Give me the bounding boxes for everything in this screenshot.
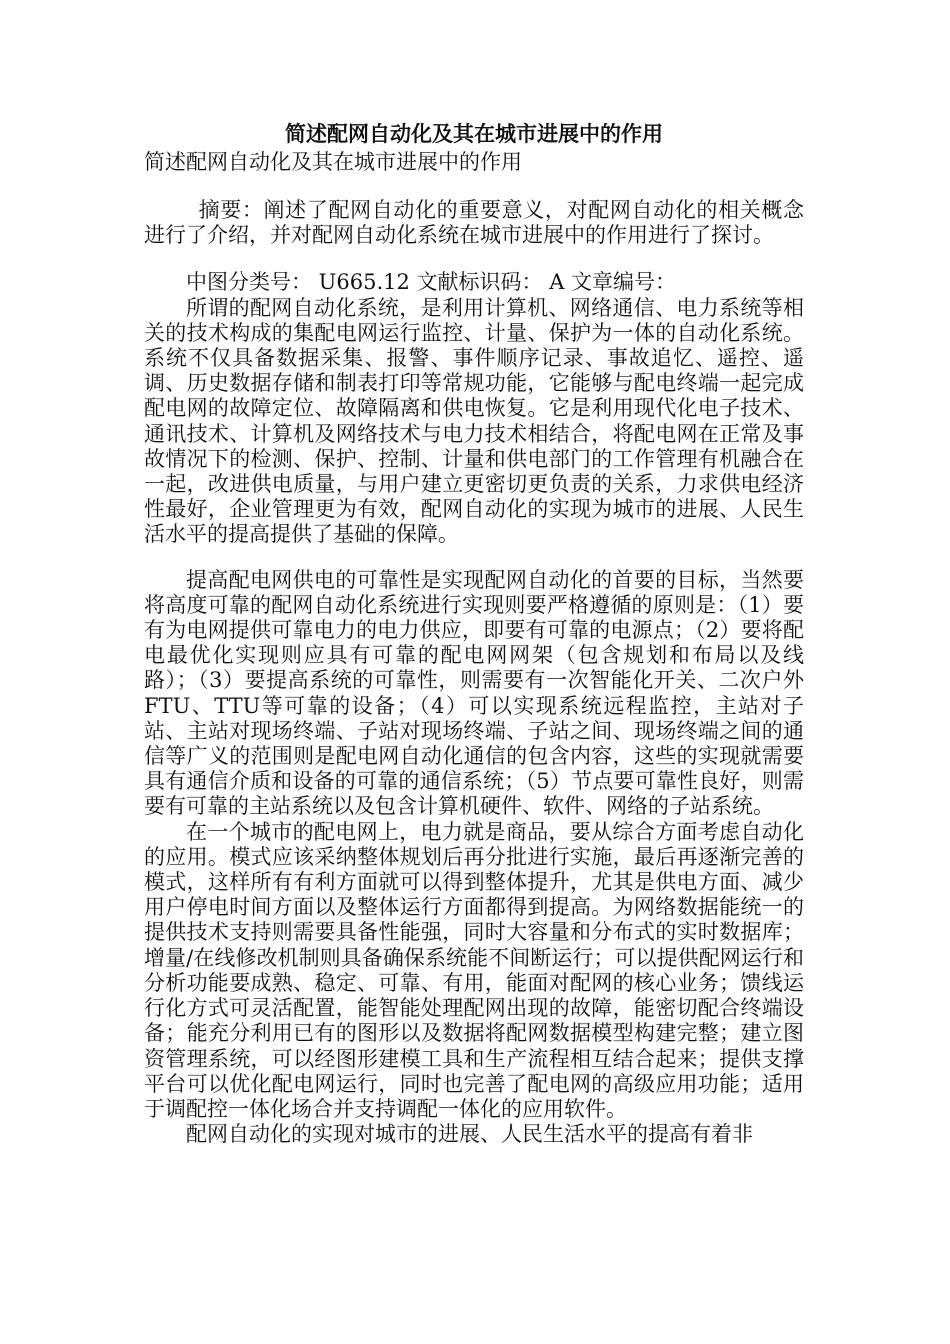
spacer: [144, 248, 804, 270]
document-title: 简述配网自动化及其在城市进展中的作用: [285, 121, 663, 146]
body-paragraph: 配网自动化的实现对城市的进展、人民生活水平的提高有着非: [186, 1122, 753, 1147]
body-paragraph: 在一个城市的配电网上，电力就是商品，要从综合方面考虑自动化的应用。模式应该采纳整体规划后再分批进行实施，最后再逐渐完善的模式，这样所有有利方面就可以得到整体提升，尤其是供电方面、减少用户停电时间方面以及整体运行方面都得到提高。为网络数据能统一的提供技术支持则需要具备性能强，同时大容量和分布式的实时数据库；增量/在线修改机制则具备确保系统能不间断运行；可以提供配网运行和分析功能要成熟、稳定、可靠、有用，能面对配网的核心业务；馈线运行化方式可灵活配置，能智能处理配网出现的故障，能密切配合终端设备；能充分利用已有的图形以及数据将配网数据模型构建完整；建立图资管理系统，可以经图形建模工具和生产流程相互结合起来；提供支撑平台可以优化配电网运行，同时也完善了配电网的高级应用功能；适用于调配控一体化场合并支持调配一体化的应用软件。: [144, 819, 804, 1121]
spacer: [144, 176, 804, 198]
spacer: [144, 548, 804, 568]
body-paragraph: 提高配电网供电的可靠性是实现配网自动化的首要的目标，当然要将高度可靠的配网自动化系统进行实现则要严格遵循的原则是：（1）要有为电网提供可靠电力的电力供应，即要有可靠的电源点；（2）要将配电最优化实现则应具有可靠的配电网网架（包含规划和布局以及线路）；（3）要提高系统的可靠性，则需要有一次智能化开关、二次户外FTU、TTU等可靠的设备；（4）可以实现系统远程监控，主站对子站、主站对现场终端、子站对现场终端、子站之间、现场终端之间的通信等广义的范围则是配电网自动化通信的包含内容，这些的实现就需要具有通信介质和设备的可靠的通信系统；（5）节点要可靠性良好，则需要有可靠的主站系统以及包含计算机硬件、软件、网络的子站系统。: [144, 567, 804, 819]
abstract-paragraph: 摘要：阐述了配网自动化的重要意义，对配网自动化的相关概念进行了介绍，并对配网自动化系统在城市进展中的作用进行了探讨。: [144, 198, 804, 248]
body-paragraph: 所谓的配网自动化系统，是利用计算机、网络通信、电力系统等相关的技术构成的集配电网运行监控、计量、保护为一体的自动化系统。系统不仅具备数据采集、报警、事件顺序记录、事故追忆、遥控、遥调、历史数据存储和制表打印等常规功能，它能够与配电终端一起完成配电网的故障定位、故障隔离和供电恢复。它是利用现代化电子技术、通讯技术、计算机及网络技术与电力技术相结合，将配电网在正常及事故情况下的检测、保护、控制、计量和供电部门的工作管理有机融合在一起，改进供电质量，与用户建立更密切更负责的关系，力求供电经济性最好，企业管理更为有效，配网自动化的实现为城市的进展、人民生活水平的提高提供了基础的保障。: [144, 295, 804, 547]
document-subtitle: 简述配网自动化及其在城市进展中的作用: [144, 150, 522, 174]
document-body: [144, 120, 804, 1147]
classification-line: 中图分类号： U665.12 文献标识码： A 文章编号：: [186, 270, 677, 295]
